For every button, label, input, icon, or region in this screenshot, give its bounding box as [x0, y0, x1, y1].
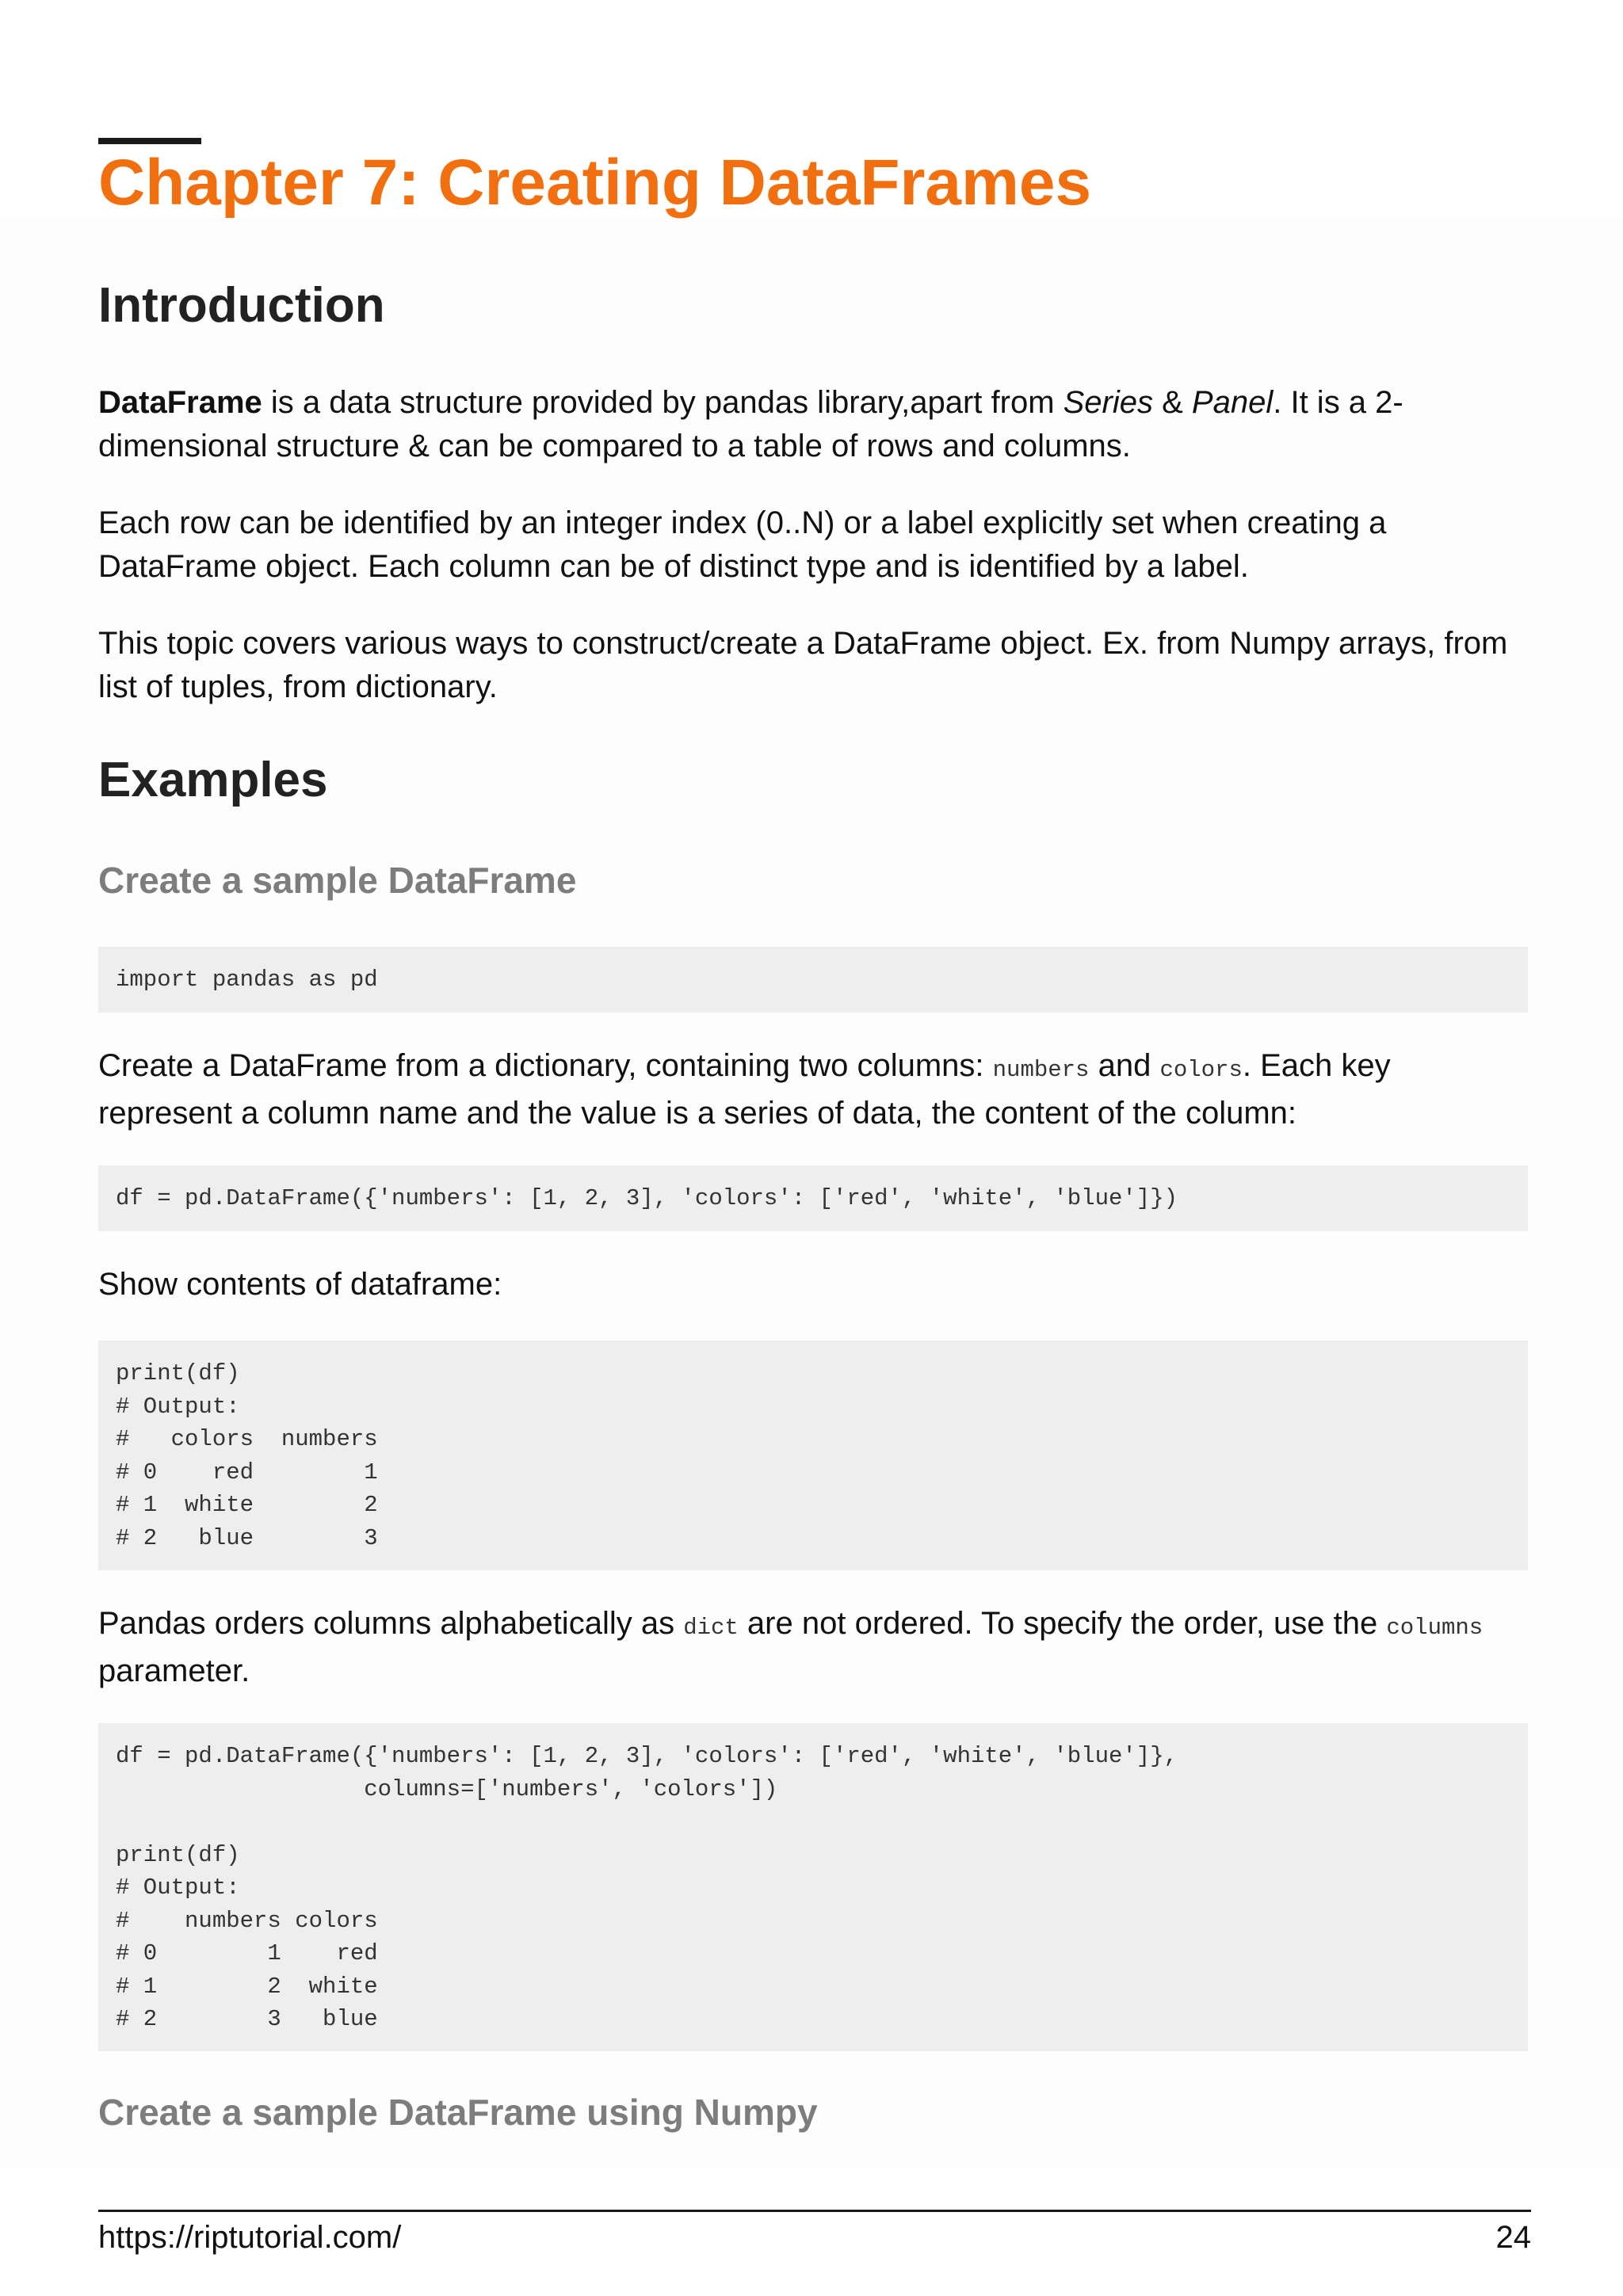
dict-paragraph [98, 1044, 1533, 1135]
show-contents-paragraph: Show contents of dataframe: [98, 1267, 502, 1302]
intro-p1-text-3: . It is a 2-dimensional structure & can be compared to a table of rows and columns. [98, 385, 1403, 463]
code-block-import [98, 947, 1528, 1013]
intro-paragraph-3: This topic covers various ways to construct/create a DataFrame object. Ex. from Numpy arrays, from list of tuples, from dictionary. [98, 626, 1508, 704]
dataframe-term: DataFrame [98, 385, 262, 420]
inline-code-columns: columns [1386, 1615, 1484, 1641]
order-p-text-1: Pandas orders columns alphabetically as [98, 1606, 684, 1641]
inline-code-dict: dict [683, 1615, 739, 1641]
dict-p-text-1: Create a DataFrame from a dictionary, containing two columns: [98, 1048, 993, 1083]
intro-p1-text-1: is a data structure provided by pandas library,apart from [262, 385, 1064, 420]
panel-term: Panel [1191, 385, 1274, 420]
inline-code-colors: colors [1159, 1057, 1243, 1083]
chapter-title: Chapter 7: Creating DataFrames [98, 147, 1092, 219]
intro-paragraph-1 [98, 381, 1533, 468]
code-block-print-output [98, 1341, 1528, 1570]
dict-p-text-3: . Each key represent a column name and the value is a series of data, the content of the column: [98, 1048, 1391, 1131]
order-p-text-2: are not ordered. To specify the order, use the [738, 1606, 1387, 1641]
code-block-columns-order [98, 1723, 1528, 2051]
dict-p-text-2: and [1089, 1048, 1160, 1083]
column-order-paragraph [98, 1602, 1533, 1693]
chapter-title-rule [98, 138, 201, 144]
code-block-create-dataframe [98, 1165, 1528, 1231]
numpy-dataframe-heading: Create a sample DataFrame using Numpy [98, 2092, 818, 2133]
footer-url[interactable]: https://riptutorial.com/ [98, 2220, 402, 2255]
series-term: Series [1063, 385, 1154, 420]
footer-rule [98, 2210, 1531, 2212]
order-p-text-3: parameter. [98, 1653, 250, 1688]
introduction-heading: Introduction [98, 278, 385, 333]
code-columns-order: df = pd.DataFrame({'numbers': [1, 2, 3], 'colors': ['red', 'white', 'blue']}, columns=['numbers', 'colors']) print(df) # Output: # numbers colors # 0 1 red # 1 2 white # 2 3 blue [116, 1743, 1178, 2032]
code-create-dataframe: df = pd.DataFrame({'numbers': [1, 2, 3], 'colors': ['red', 'white', 'blue']}) [116, 1185, 1178, 1211]
code-print-output: print(df) # Output: # colors numbers # 0 red 1 # 1 white 2 # 2 blue 3 [116, 1360, 378, 1551]
page-number: 24 [1495, 2220, 1531, 2255]
examples-heading: Examples [98, 753, 328, 807]
inline-code-numbers: numbers [992, 1057, 1090, 1083]
intro-paragraph-2: Each row can be identified by an integer index (0..N) or a label explicitly set when creating a DataFrame object. Each column can be of distinct type and is identified by a label. [98, 505, 1387, 584]
code-import: import pandas as pd [116, 967, 378, 993]
intro-p1-text-2: & [1153, 385, 1192, 420]
sample-dataframe-heading: Create a sample DataFrame [98, 860, 577, 901]
